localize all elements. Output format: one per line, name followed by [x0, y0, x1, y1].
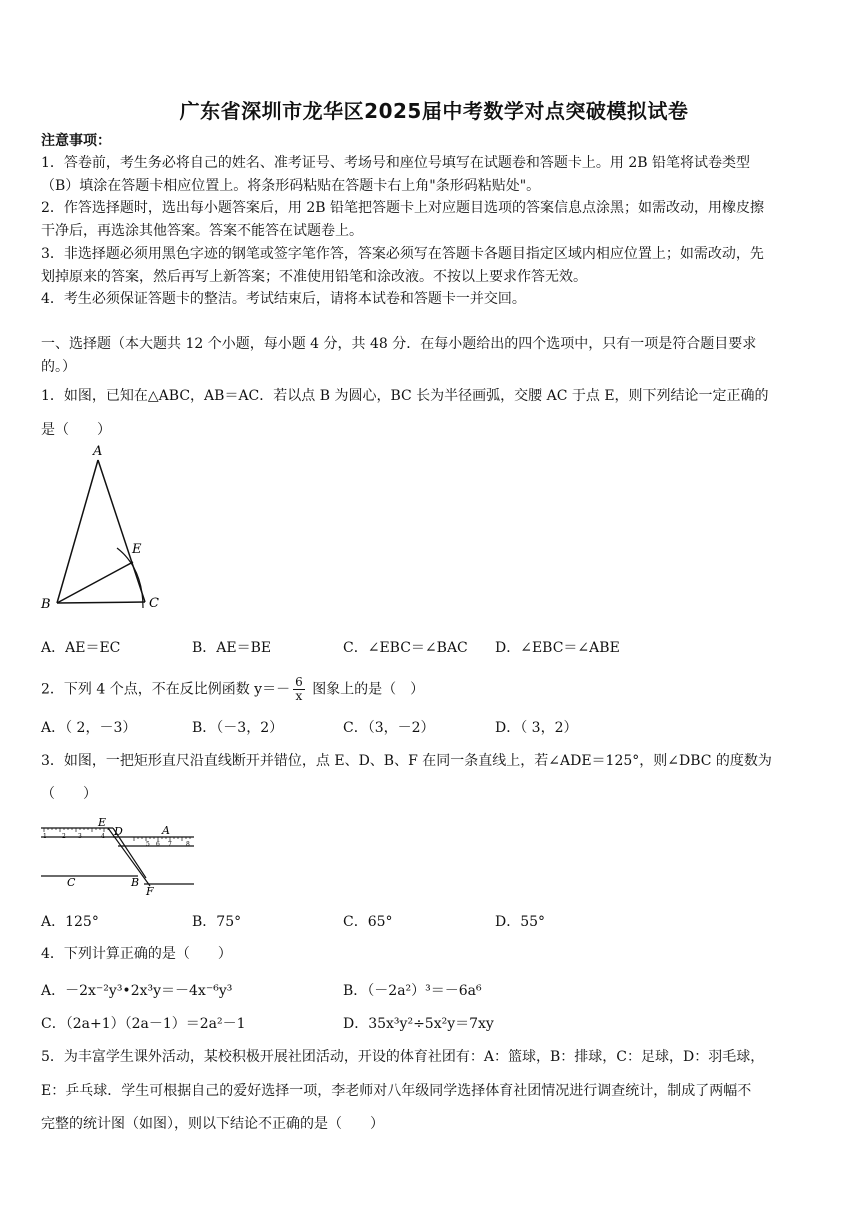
q3-tick-1: 1	[43, 833, 47, 840]
q2-denominator: x	[295, 689, 303, 703]
q3-label-a: A	[162, 824, 170, 837]
q2-fraction	[293, 676, 305, 703]
q3-tick-5: 5	[146, 841, 150, 848]
q5-stem-cont: E：乒乓球．学生可根据自己的爱好选择一项，李老师对八年级同学选择体育社团情况进行调查统计，制成了两幅不	[41, 1083, 752, 1099]
page-title: 广东省深圳市龙华区2025届中考数学对点突破模拟试卷	[179, 99, 689, 123]
q3-option-d: D．55°	[495, 914, 546, 930]
q2-option-d: D．（ 3，2）	[495, 720, 578, 736]
q2-option-c: C．（3，－2）	[343, 720, 435, 736]
q5-stem: 5．为丰富学生课外活动，某校积极开展社团活动，开设的体育社团有：A：篮球，B：排球，C：足球，D：羽毛球，	[41, 1049, 765, 1065]
q3-tick-2: 2	[62, 833, 66, 840]
q2-func-lhs: y＝－	[254, 681, 291, 698]
q1-label-e: E	[132, 542, 142, 557]
q1-option-c: C．∠EBC＝∠BAC	[343, 640, 468, 656]
q3-option-a: A．125°	[41, 914, 99, 930]
q1-triangle-figure	[35, 440, 175, 620]
q1-stem: 1．如图，已知在△ABC，AB＝AC．若以点 B 为圆心，BC 长为半径画弧，交腰 AC 于点 E，则下列结论一定正确的	[41, 388, 769, 404]
q5-stem-cont: 完整的统计图（如图），则以下结论不正确的是（ ）	[41, 1116, 384, 1132]
q3-tick-4: 4	[101, 833, 105, 840]
q1-option-d: D．∠EBC＝∠ABE	[495, 640, 620, 656]
notice-line: 1．答卷前，考生务必将自己的姓名、准考证号、考场号和座位号填写在试题卷和答题卡上。用 2B 铅笔将试卷类型	[41, 155, 750, 171]
q3-tick-8: 8	[186, 841, 190, 848]
q4-option-c: C．（2a+1）（2a－1）＝2a²－1	[41, 1016, 246, 1032]
notice-heading: 注意事项：	[41, 133, 111, 149]
section-heading-cont: 的。）	[41, 359, 76, 375]
notice-line: 2．作答选择题时，选出每小题答案后，用 2B 铅笔把答题卡上对应题目选项的答案信息点涂黑；如需改动，用橡皮擦	[41, 200, 764, 216]
q3-tick-7: 7	[168, 841, 172, 848]
notice-line: 4．考生必须保证答题卡的整洁。考试结束后，请将本试卷和答题卡一并交回。	[41, 291, 526, 307]
q1-label-b: B	[41, 597, 51, 612]
q3-option-b: B．75°	[192, 914, 242, 930]
q4-option-d: D．35x³y²÷5x²y＝7xy	[343, 1016, 494, 1032]
q3-label-f: F	[146, 885, 154, 896]
q2-stem	[41, 676, 424, 703]
q3-stem: 3．如图，一把矩形直尺沿直线断开并错位，点 E、D、B、F 在同一条直线上，若∠ADE＝125°，则∠DBC 的度数为	[41, 753, 772, 769]
q1-label-c: C	[149, 596, 159, 611]
q2-option-b: B．（－3，2）	[192, 720, 284, 736]
notice-line: （B）填涂在答题卡相应位置上。将条形码粘贴在答题卡右上角"条形码粘贴处"。	[41, 178, 541, 194]
q1-option-a: A．AE＝EC	[41, 640, 121, 656]
q3-option-c: C．65°	[343, 914, 393, 930]
q3-ruler-figure	[38, 816, 203, 896]
q1-stem-cont: 是（ ）	[41, 422, 111, 438]
q2-prefix: 2．下列 4 个点，不在反比例函数	[41, 681, 250, 698]
q3-label-e: E	[98, 816, 107, 829]
q3-stem-cont: （ ）	[41, 786, 97, 802]
q4-stem: 4．下列计算正确的是（ ）	[41, 946, 232, 962]
q3-label-d: D	[114, 825, 123, 838]
q4-option-b: B．（－2a²）³＝－6a⁶	[343, 983, 482, 999]
q3-label-b: B	[131, 876, 140, 889]
notice-line: 划掉原来的答案，然后再写上新答案；不准使用铅笔和涂改液。不按以上要求作答无效。	[41, 269, 587, 285]
q2-suffix: 图象上的是（ ）	[312, 681, 425, 698]
q3-tick-3: 3	[78, 833, 82, 840]
q2-option-a: A．（ 2，－3）	[41, 720, 137, 736]
section-heading: 一、选择题（本大题共 12 个小题，每小题 4 分，共 48 分．在每小题给出的四个选项中，只有一项是符合题目要求	[41, 336, 757, 352]
q1-option-b: B．AE＝BE	[192, 640, 272, 656]
q4-option-a: A．－2x⁻²y³•2x³y＝－4x⁻⁶y³	[41, 983, 233, 999]
q3-label-c: C	[67, 876, 76, 889]
q2-numerator: 6	[295, 675, 303, 689]
notice-line: 3．非选择题必须用黑色字迹的钢笔或签字笔作答，答案必须写在答题卡各题目指定区域内相应位置上；如需改动，先	[41, 246, 764, 262]
q1-label-a: A	[93, 444, 103, 459]
q3-tick-6: 6	[156, 841, 160, 848]
notice-line: 干净后，再选涂其他答案。答案不能答在试题卷上。	[41, 223, 363, 239]
